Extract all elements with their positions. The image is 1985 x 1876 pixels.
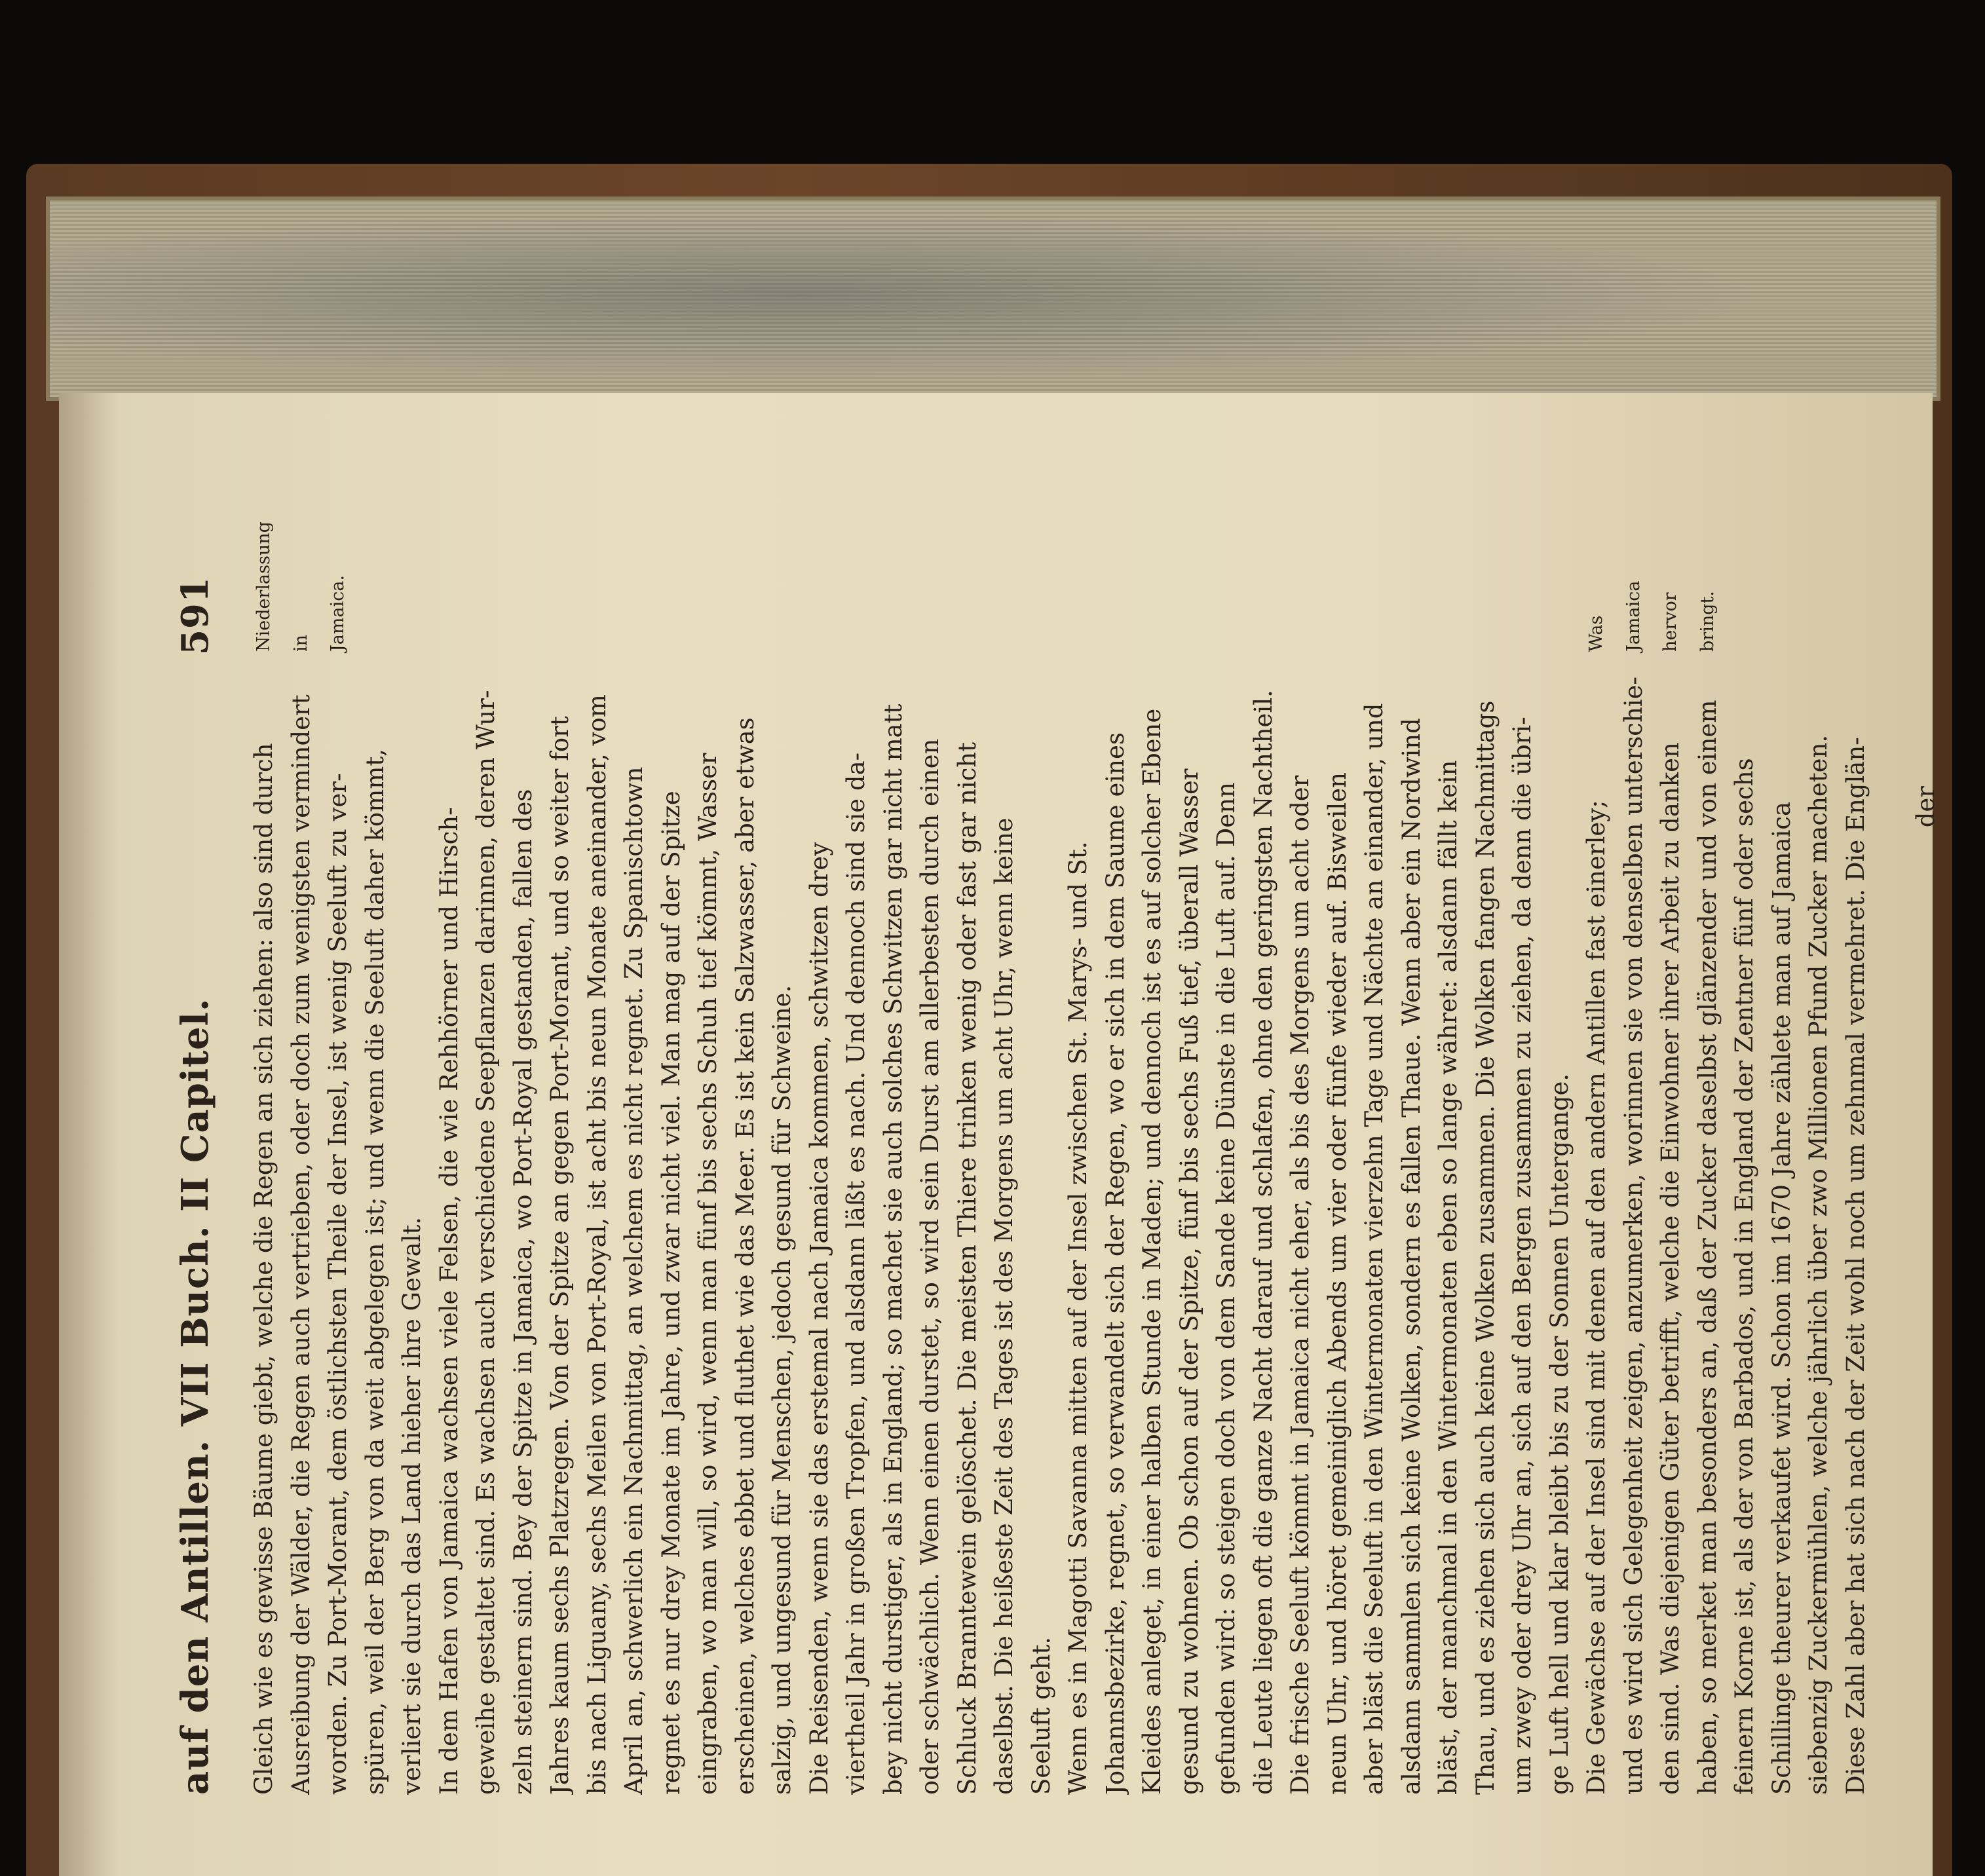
text-line: Schluck Branntewein gelöschet. Die meisten Thiere trinken wenig oder fast gar nicht <box>953 742 981 1795</box>
page-header <box>167 576 226 1795</box>
text-line: salzig, und ungesund für Menschen, jedoch gesund für Schweine. <box>768 985 796 1795</box>
text-line: bis nach Liguany, sechs Meilen von Port-Royal, ist acht bis neun Monate aneinander, vom <box>582 694 611 1795</box>
text-line: oder schwächlich. Wenn einen durstet, so wird sein Durst am allerbesten durch einen <box>916 738 944 1795</box>
text-line: erscheinen, welches ebbet und fluthet wie das Meer. Es ist kein Salzwasser, aber etwas <box>730 717 759 1795</box>
text-line: Die Gewächse auf der Insel sind mit denen auf den andern Antillen fast einerley; <box>1582 800 1610 1795</box>
text-line: haben, so merket man besonders an, daß der Zucker daselbst glänzender und von einem <box>1693 700 1722 1795</box>
page-body <box>246 521 1940 1795</box>
text-line: gesund zu wohnen. Ob schon auf der Spitze, fünf bis sechs Fuß tief, überall Wasser <box>1175 768 1203 1795</box>
running-title: auf den Antillen. VII Buch. II Capitel. <box>174 998 217 1795</box>
text-line: und es wird sich Gelegenheit zeigen, anzumerken, worinnen sie von denselben unterschie- <box>1619 676 1648 1795</box>
page-number: 591 <box>174 576 217 655</box>
text-line: ge Luft hell und klar bleibt bis zu der Sonnen Untergange. <box>1545 1073 1574 1795</box>
text-line: neun Uhr, und höret gemeiniglich Abends um vier oder fünfe wieder auf. Bisweilen <box>1323 772 1352 1795</box>
text-line: gefunden wird: so steigen doch von dem Sande keine Dünste in die Luft auf. Denn <box>1212 782 1240 1795</box>
text-line: Ausreibung der Wälder, die Regen auch vertrieben, oder doch zum wenigsten vermindert <box>286 694 315 1795</box>
text-line: Seeluft geht. <box>1027 1636 1055 1795</box>
page-edge-shadow <box>46 197 1933 393</box>
text-line: In dem Hafen von Jamaica wachsen viele Felsen, die wie Rehhörner und Hirsch- <box>434 807 463 1795</box>
text-line: worden. Zu Port-Morant, dem östlichsten Theile der Insel, ist wenig Seeluft zu ver- <box>324 773 352 1795</box>
margin-note-produce: Was Jamaica hervor bringt. <box>1586 580 1718 652</box>
gutter-shadow <box>59 393 118 1876</box>
text-line: bläst, der manchmal in den Wintermonaten eben so lange währet: alsdann fällt kein <box>1434 760 1462 1795</box>
text-line: feinern Korne ist, als der von Barbados, und in England der Zentner fünf oder sechs <box>1730 758 1758 1795</box>
text-line: Thau, und es ziehen sich auch keine Wolken zusammen. Die Wolken fangen Nachmittags <box>1471 700 1500 1795</box>
text-line: Gleich wie es gewisse Bäume giebt, welche die Regen an sich ziehen: also sind durch <box>250 743 278 1795</box>
text-lines <box>246 668 1874 1795</box>
text-line: Wenn es in Magotti Savanna mitten auf der Insel zwischen St. Marys- und St. <box>1064 841 1092 1795</box>
text-line: den sind. Was diejenigen Güter betrifft, welche die Einwohner ihrer Arbeit zu danken <box>1656 742 1684 1795</box>
text-line: verliert sie durch das Land hieher ihre Gewalt. <box>398 1216 426 1795</box>
text-line: daselbst. Die heißeste Zeit des Tages ist des Morgens um acht Uhr, wenn keine <box>990 817 1018 1795</box>
text-line: Kleides anleget, in einer halben Stunde in Maden; und dennoch ist es auf solcher Ebene <box>1138 708 1166 1795</box>
text-line: siebenzig Zuckermühlen, welche jährlich über zwo Millionen Pfund Zucker macheten. <box>1804 734 1832 1795</box>
text-line: aber bläst die Seeluft in den Wintermonaten vierzehn Tage und Nächte an einander, und <box>1360 703 1388 1795</box>
text-line: Die Reisenden, wenn sie das erstemal nach Jamaica kommen, schwitzen drey <box>804 842 833 1795</box>
margin-note-settlement: Niederlassung in Jamaica. <box>254 521 348 652</box>
text-line: um zwey oder drey Uhr an, sich auf den Bergen zusammen zu ziehen, da denn die übri- <box>1508 717 1536 1795</box>
text-line: die Leute liegen oft die ganze Nacht darauf und schlafen, ohne den geringsten Nachtheil. <box>1249 690 1277 1795</box>
text-line: Johannsbezirke, regnet, so verwandelt sich der Regen, wo er sich in dem Saume eines <box>1101 732 1129 1795</box>
catchword: der <box>1912 786 1940 828</box>
text-line: geweihe gestaltet sind. Es wachsen auch verschiedene Seepflanzen darinnen, deren Wur- <box>472 690 500 1795</box>
text-line: Schillinge theurer verkaufet wird. Schon im 1670 Jahre zählete man auf Jamaica <box>1767 801 1796 1795</box>
text-line: Diese Zahl aber hat sich nach der Zeit wohl noch um zehnmal vermehret. Die Englän- <box>1841 737 1870 1795</box>
text-line: Jahres kaum sechs Platzregen. Von der Spitze an gegen Port-Morant, und so weiter fort <box>546 716 574 1795</box>
text-line: bey nicht durstiger, als in England; so machet sie auch solches Schwitzen gar nicht matt <box>879 704 907 1795</box>
text-line: April an, schwerlich ein Nachmittag, an welchem es nicht regnet. Zu Spanischtown <box>620 766 648 1795</box>
text-line: regnet es nur drey Monate im Jahre, und zwar nicht viel. Man mag auf der Spitze <box>656 791 685 1795</box>
text-line: eingraben, wo man will, so wird, wenn man fünf bis sechs Schuh tief kömmt, Wasser <box>694 753 722 1795</box>
text-line: spüren, weil der Berg von da weit abgelegen ist; und wenn die Seeluft daher kömmt, <box>360 749 389 1795</box>
rotated-text-block <box>167 521 1940 1795</box>
text-line: alsdann sammlen sich keine Wolken, sondern es fallen Thaue. Wenn aber ein Nordwind <box>1397 718 1426 1795</box>
text-line: Die frische Seeluft kömmt in Jamaica nicht eher, als bis des Morgens um acht oder <box>1286 775 1314 1795</box>
text-line: zeln steinern sind. Bey der Spitze in Jamaica, wo Port-Royal gestanden, fallen des <box>508 789 537 1795</box>
text-line: viertheil Jahr in großen Tropfen, und alsdann läßt es nach. Und dennoch sind sie da- <box>842 752 870 1795</box>
